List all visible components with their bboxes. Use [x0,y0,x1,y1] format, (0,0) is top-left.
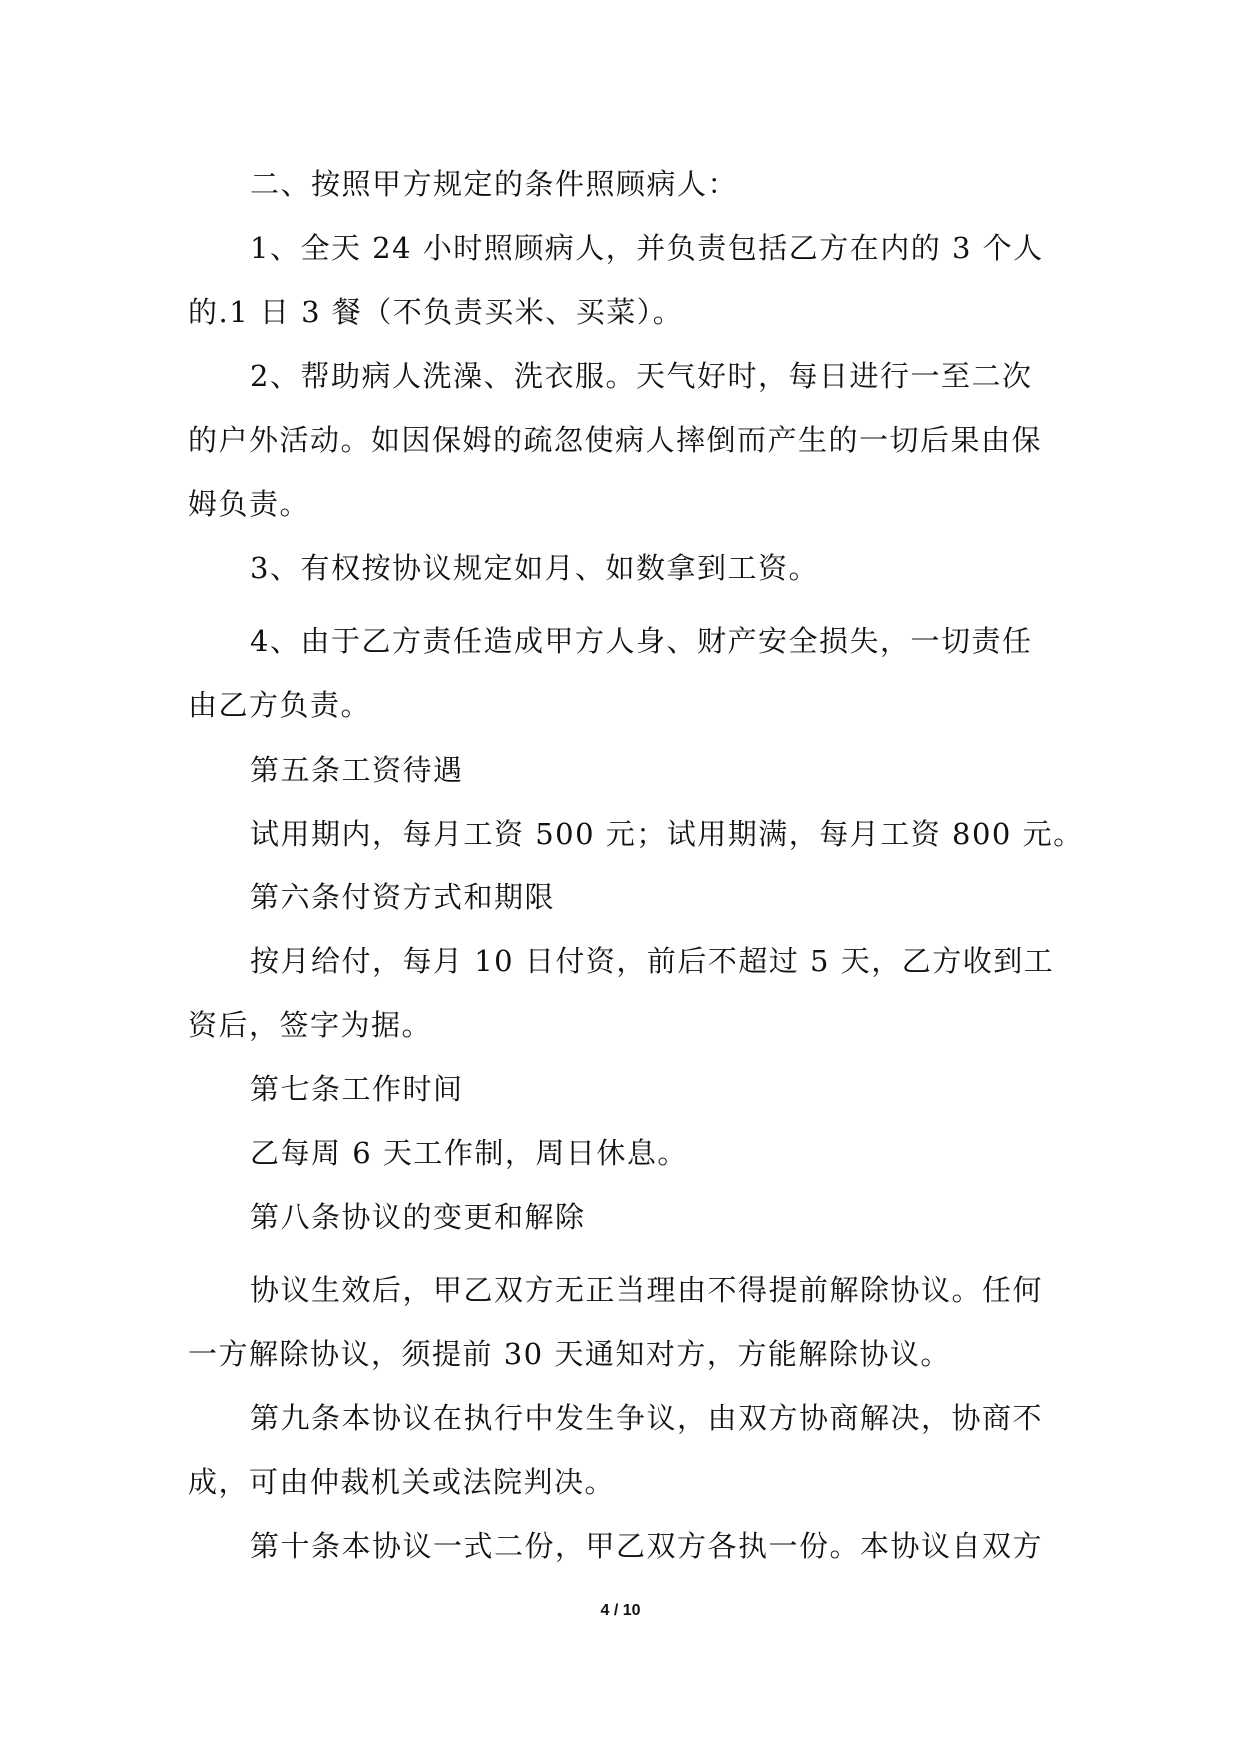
text-line: 2、帮助病人洗澡、洗衣服。天气好时，每日进行一至二次 [250,359,1033,393]
text-line: 第九条本协议在执行中发生争议，由双方协商解决，协商不 [250,1401,1044,1435]
text-line: 1、全天 24 小时照顾病人，并负责包括乙方在内的 3 个人 [250,231,1044,265]
page-number: 4 / 10 [600,1602,641,1619]
text-line: 一方解除协议，须提前 30 天通知对方，方能解除协议。 [188,1337,951,1371]
section-heading: 第六条付资方式和期限 [250,880,556,914]
section-heading: 第五条工资待遇 [250,753,464,787]
text-line: 试用期内，每月工资 500 元；试用期满，每月工资 800 元。 [250,817,1084,851]
text-line: 乙每周 6 天工作制，周日休息。 [250,1136,688,1170]
section-heading: 第八条协议的变更和解除 [250,1200,586,1234]
text-line: 3、有权按协议规定如月、如数拿到工资。 [250,551,819,585]
text-line: 的户外活动。如因保姆的疏忽使病人摔倒而产生的一切后果由保 [188,423,1043,457]
text-line: 二、按照甲方规定的条件照顾病人： [250,167,739,201]
text-line: 按月给付，每月 10 日付资，前后不超过 5 天，乙方收到工 [250,944,1055,978]
section-heading: 第七条工作时间 [250,1072,464,1106]
text-line: 由乙方负责。 [188,688,372,722]
text-line: 协议生效后，甲乙双方无正当理由不得提前解除协议。任何 [250,1273,1044,1307]
text-line: 成，可由仲裁机关或法院判决。 [188,1465,616,1499]
text-line: 姆负责。 [188,487,311,521]
text-line: 的.1 日 3 餐（不负责买米、买菜）。 [188,295,684,329]
text-line: 第十条本协议一式二份，甲乙双方各执一份。本协议自双方 [250,1529,1044,1563]
text-line: 4、由于乙方责任造成甲方人身、财产安全损失，一切责任 [250,624,1033,658]
text-line: 资后，签字为据。 [188,1008,433,1042]
